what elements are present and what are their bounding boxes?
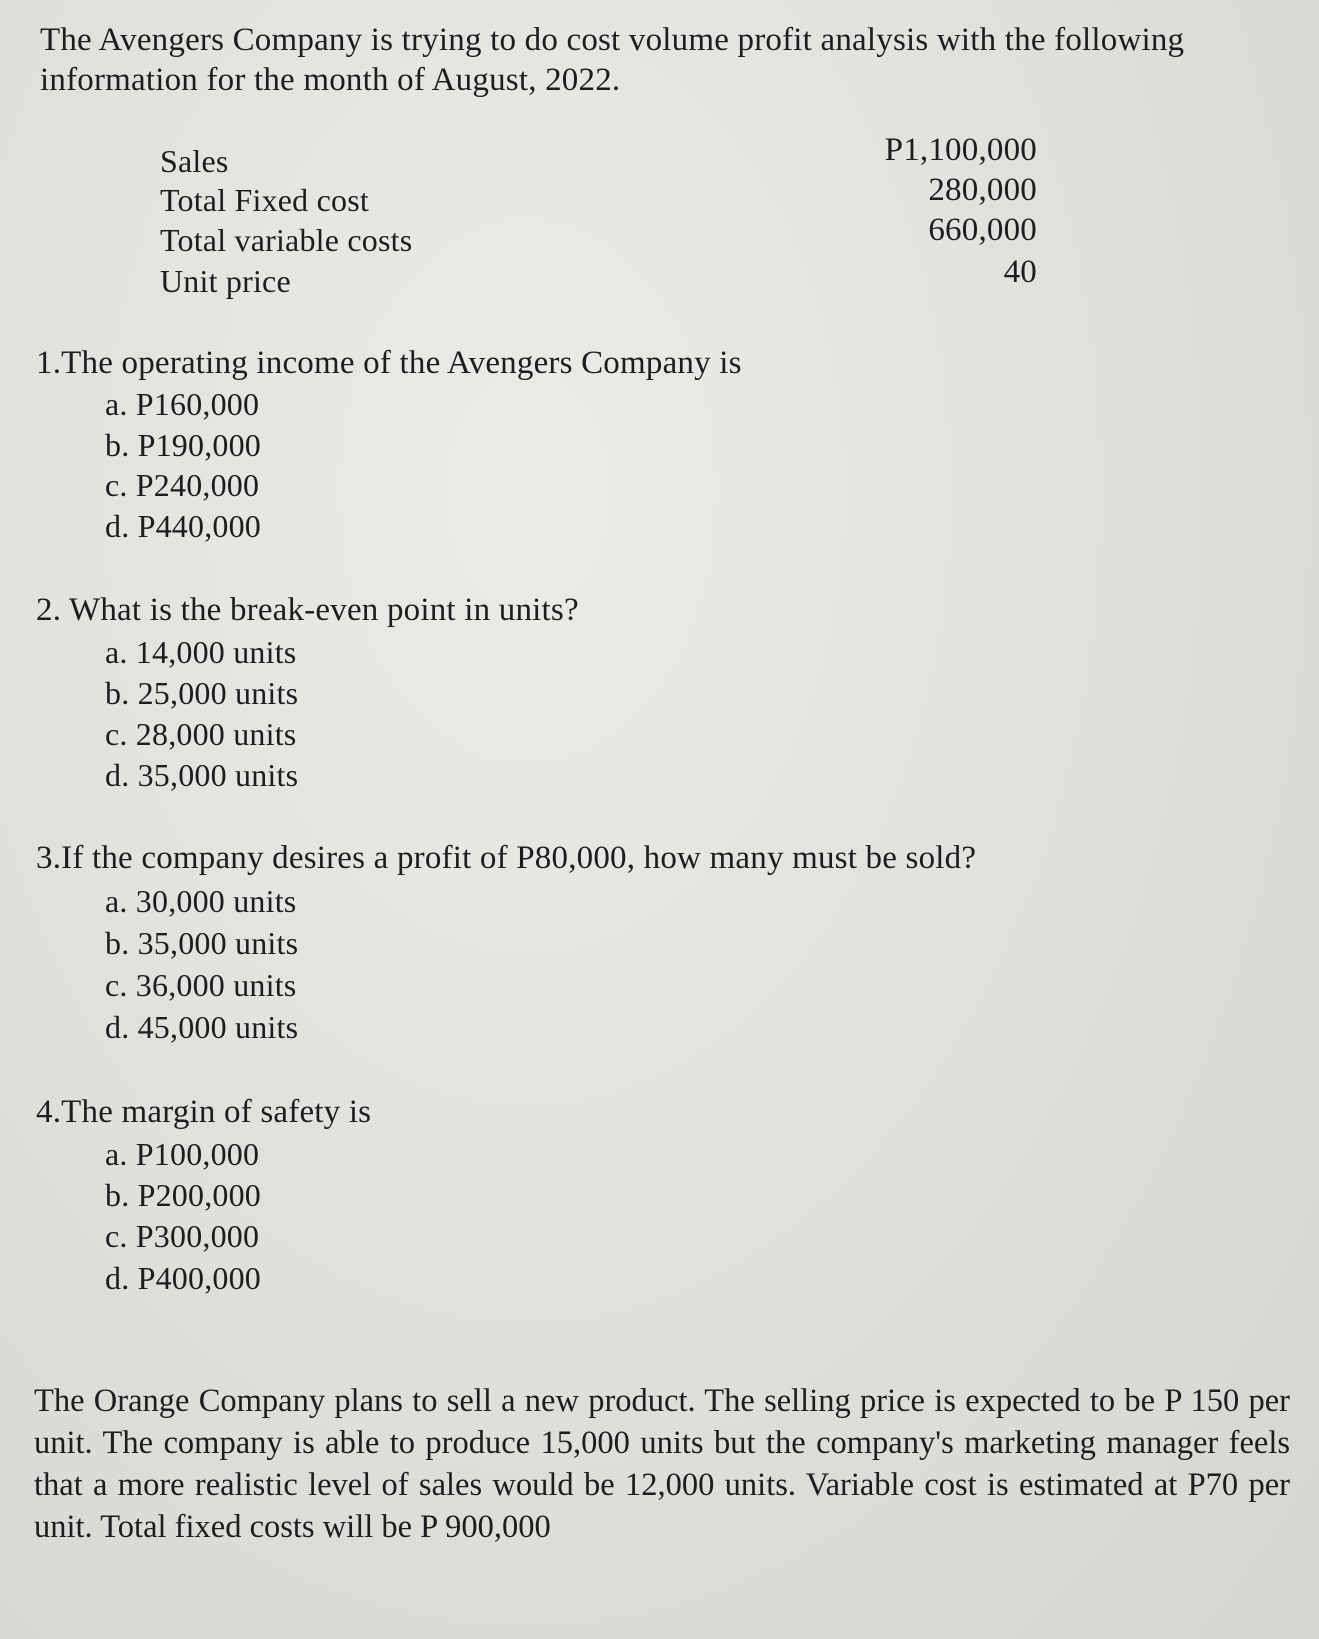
question-1-option-b: b. P190,000: [105, 427, 261, 463]
question-1-option-d: d. P440,000: [105, 508, 261, 544]
intro-text: The Avengers Company is trying to do cost volume profit analysis with the following information for the month of August, 2022.: [40, 22, 1185, 98]
question-3-option-b: b. 35,000 units: [105, 925, 299, 961]
row-value-sales: P1,100,000: [884, 132, 1037, 168]
question-4-option-b: b. P200,000: [105, 1177, 261, 1213]
row-value-variable-costs: 660,000: [928, 212, 1037, 248]
question-1: 1.The operating income of the Avengers Company is: [36, 345, 742, 381]
question-3-option-d: d. 45,000 units: [105, 1009, 299, 1045]
question-4: 4.The margin of safety is: [36, 1094, 372, 1130]
question-2-option-c: c. 28,000 units: [105, 716, 297, 752]
question-3: 3.If the company desires a profit of P80,000, how many must be sold?: [36, 840, 977, 876]
question-2-option-b: b. 25,000 units: [105, 675, 299, 711]
row-value-unit-price: 40: [1003, 254, 1037, 290]
question-4-option-c: c. P300,000: [105, 1218, 260, 1254]
question-2-option-d: d. 35,000 units: [105, 757, 299, 793]
row-label-unit-price: Unit price: [160, 263, 291, 299]
question-2: 2. What is the break-even point in units?: [36, 592, 579, 628]
question-1-option-c: c. P240,000: [105, 467, 260, 503]
question-2-option-a: a. 14,000 units: [105, 634, 297, 670]
row-value-fixed-cost: 280,000: [928, 172, 1037, 208]
row-label-sales: Sales: [160, 143, 229, 179]
orange-company-paragraph: The Orange Company plans to sell a new product. The selling price is expected to be P 150 per unit. The company is able to produce 15,000 units but the company's marketing manager feels that a more realistic level of sales would be 12,000 units. Variable cost is estimated at P70 per unit. Total fixed costs will be P 900,000: [34, 1383, 1290, 1545]
question-1-option-a: a. P160,000: [105, 386, 260, 422]
question-4-option-a: a. P100,000: [105, 1136, 260, 1172]
row-label-fixed-cost: Total Fixed cost: [160, 182, 369, 218]
question-4-option-d: d. P400,000: [105, 1260, 261, 1296]
row-label-variable-costs: Total variable costs: [160, 222, 413, 258]
question-3-option-c: c. 36,000 units: [105, 967, 297, 1003]
question-3-option-a: a. 30,000 units: [105, 883, 297, 919]
